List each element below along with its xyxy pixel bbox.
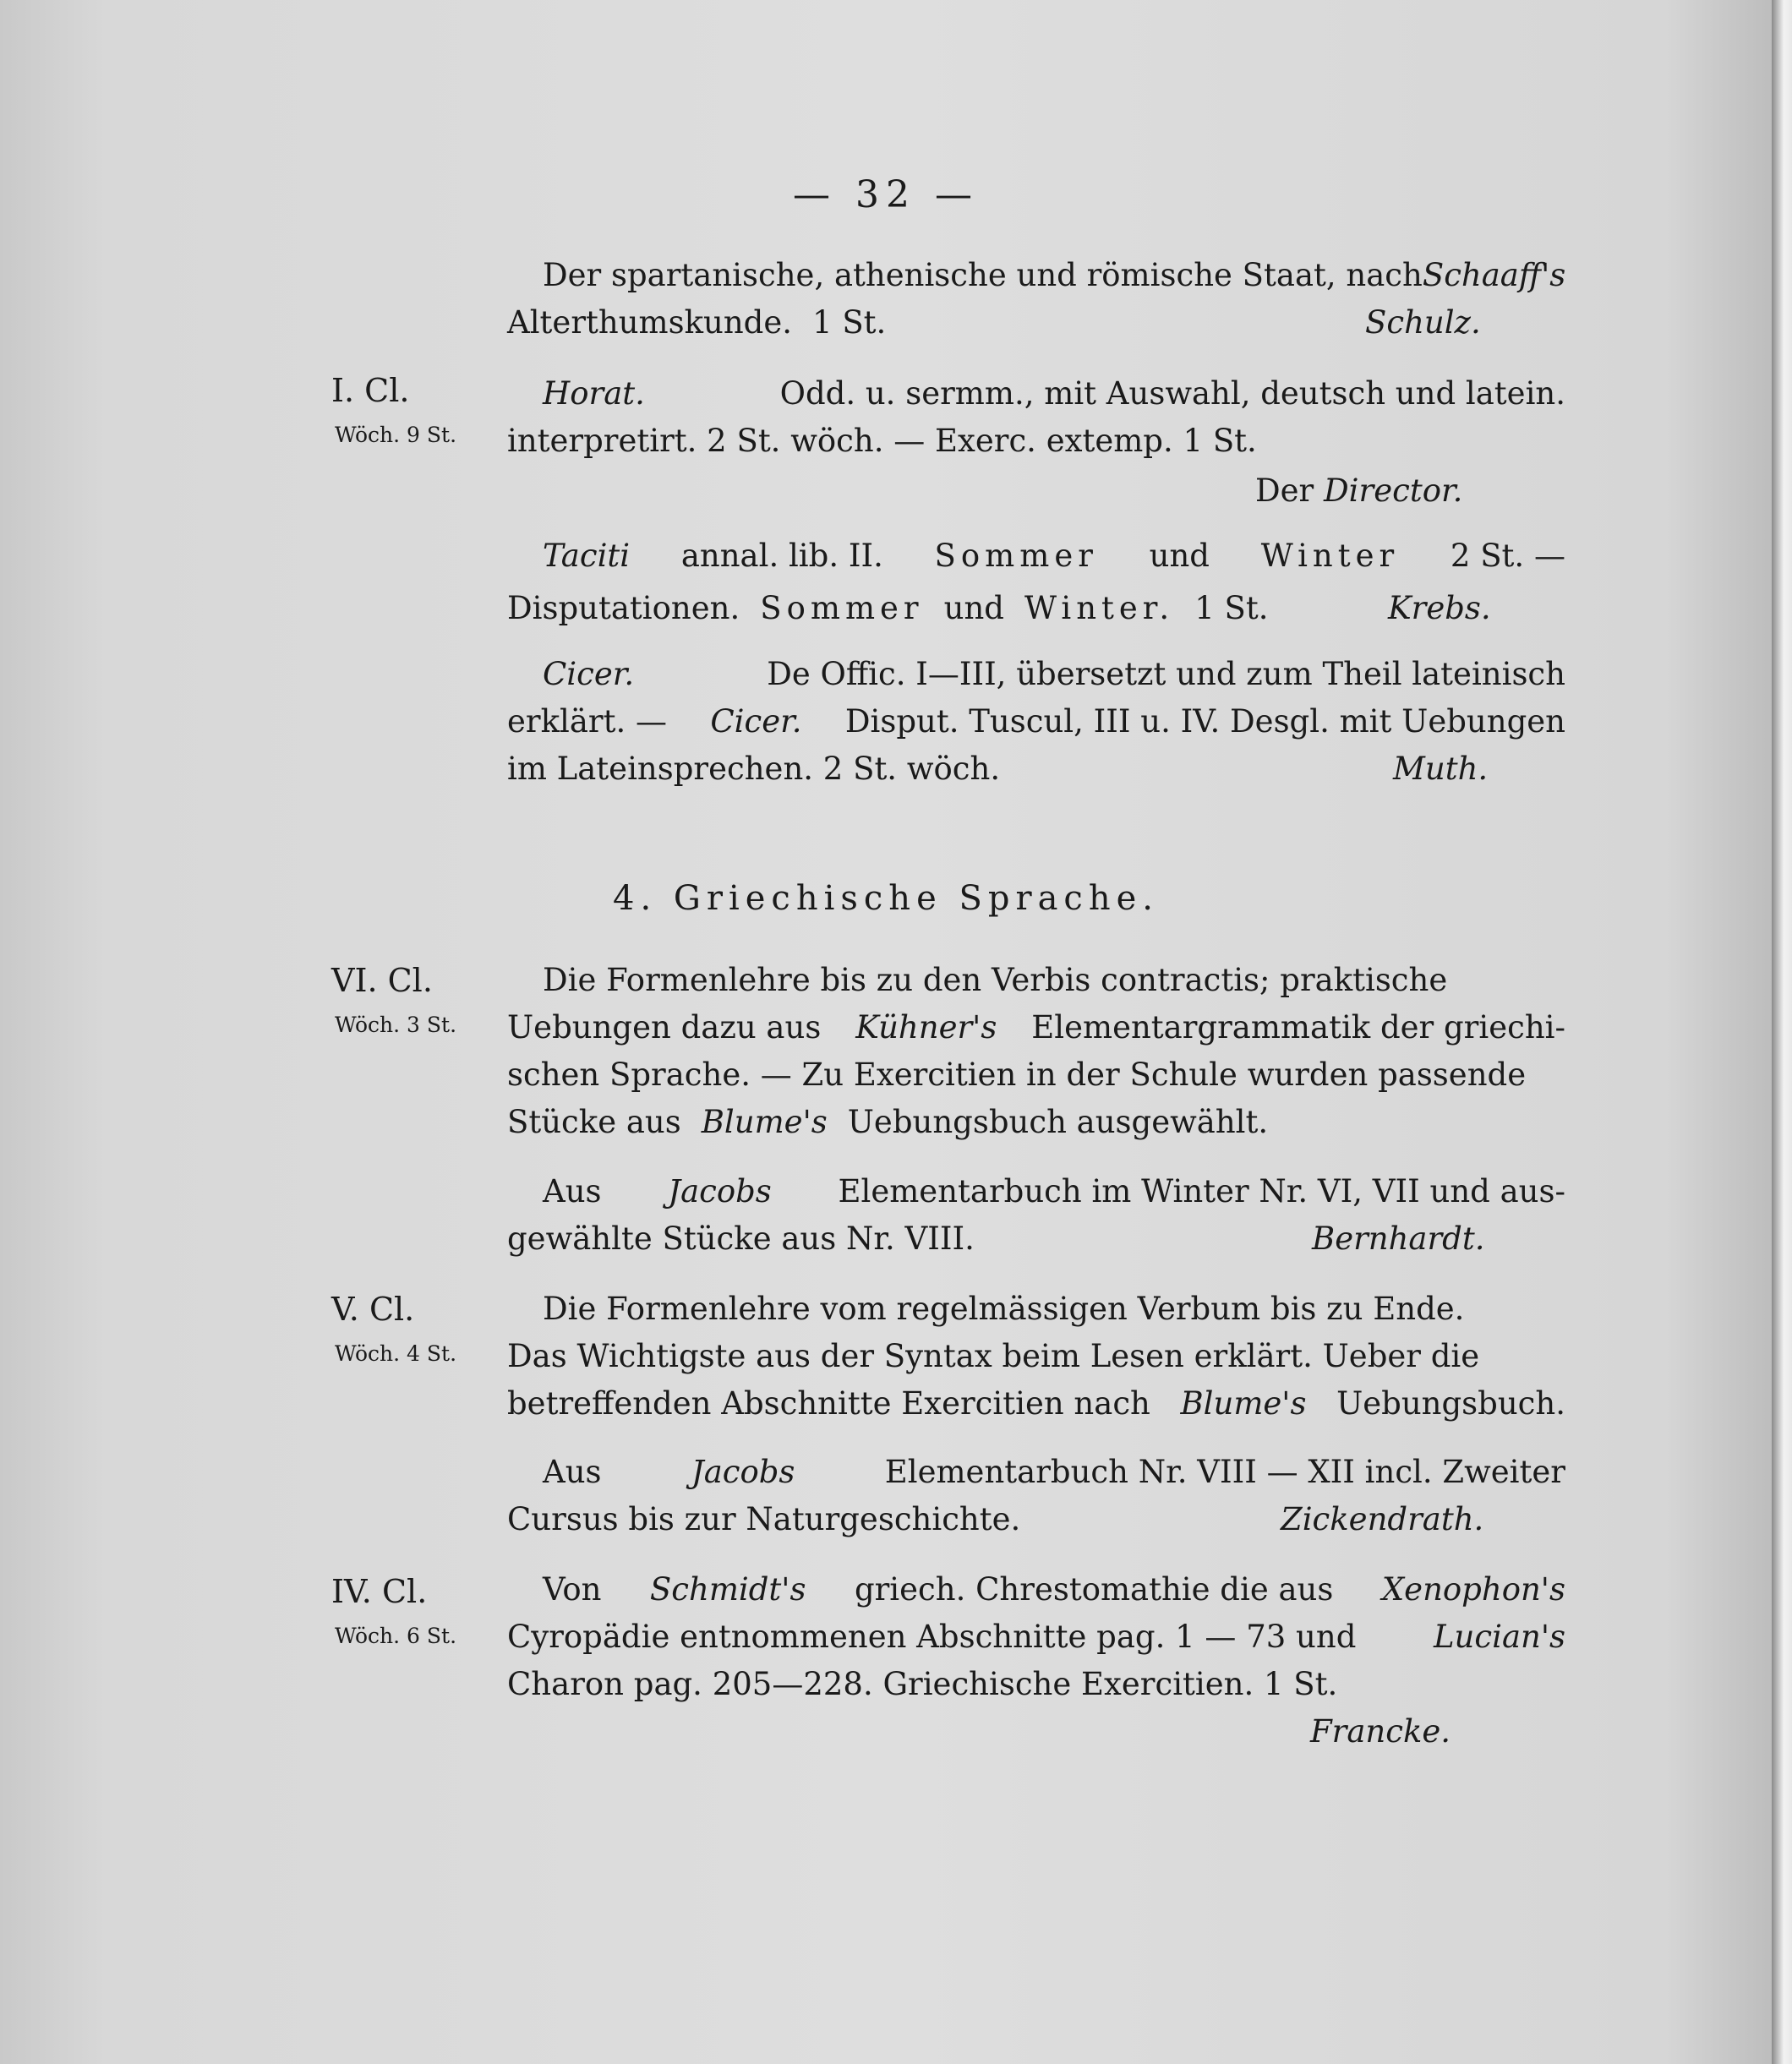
text-span: Die Formenlehre vom regelmässigen Verbum bis zu Ende.: [543, 1291, 1465, 1327]
text-span: Von: [543, 1571, 602, 1608]
section-heading: 4. Griechische Sprache.: [613, 879, 1159, 918]
text-span: 2 St. —: [1450, 538, 1565, 574]
text-span: schen Sprache. — Zu Exercitien in der Schule wurden passende: [507, 1057, 1527, 1093]
text-span: Winter.: [1024, 590, 1175, 626]
text-span: Schaaff's: [1422, 257, 1566, 293]
text-span: De Offic. I—III, übersetzt und zum Theil lateinisch: [767, 656, 1565, 692]
text-span: Stücke aus: [507, 1104, 681, 1140]
teacher-signature: Muth.: [1393, 751, 1489, 787]
text-line: [543, 370, 1565, 418]
text-span: Odd. u. sermm., mit Auswahl, deutsch und latein.: [779, 375, 1565, 412]
text-span: und: [943, 590, 1004, 626]
text-span: Charon pag. 205—228. Griechische Exercitien. 1 St.: [507, 1666, 1338, 1702]
text-line: [507, 698, 1565, 745]
text-span: Disput. Tuscul, III u. IV. Desgl. mit Uebungen: [844, 703, 1565, 740]
text-span: Sommer: [760, 590, 924, 626]
text-line: [543, 1168, 1565, 1215]
class-label: IV. Cl.: [331, 1573, 428, 1610]
text-span: Die Formenlehre bis zu den Verbis contractis; praktische: [543, 962, 1448, 998]
text-span: Director.: [1324, 472, 1463, 509]
text-span: Cursus bis zur Naturgeschichte.: [507, 1501, 1021, 1537]
class-label: I. Cl.: [331, 372, 410, 409]
text-line: [543, 1286, 1565, 1333]
text-span: gewählte Stücke aus Nr. VIII.: [507, 1220, 975, 1257]
text-line: [507, 1051, 1565, 1099]
text-span: und: [1149, 538, 1210, 574]
text-line: [543, 252, 1565, 299]
text-line: [543, 651, 1565, 698]
text-span: griech. Chrestomathie die aus: [854, 1571, 1334, 1608]
class-label: VI. Cl.: [331, 962, 433, 999]
text-line: [507, 418, 1565, 465]
text-span: Aus: [543, 1173, 602, 1209]
text-span: interpretirt. 2 St. wöch. — Exerc. extemp. 1 St.: [507, 423, 1257, 459]
text-line: [507, 1099, 1565, 1146]
text-span: Taciti: [543, 538, 631, 574]
text-line: [543, 957, 1565, 1004]
teacher-signature: [1255, 467, 1462, 515]
text-span: Aus: [543, 1454, 602, 1490]
text-span: Winter: [1260, 538, 1400, 574]
text-span: Cicer.: [710, 703, 802, 740]
text-span: Elementargrammatik der griechi-: [1031, 1009, 1565, 1046]
text-span: Das Wichtigste aus der Syntax beim Lesen erklärt. Ueber die: [507, 1338, 1480, 1374]
weekly-hours: Wöch. 6 St.: [335, 1624, 457, 1648]
weekly-hours: Wöch. 4 St.: [335, 1341, 457, 1366]
text-span: Disputationen.: [507, 590, 740, 626]
text-span: Schmidt's: [649, 1571, 806, 1608]
text-span: Uebungsbuch.: [1336, 1385, 1565, 1422]
text-line: [507, 1004, 1565, 1051]
page-number: — 32 —: [793, 173, 979, 216]
teacher-signature: Bernhardt.: [1312, 1220, 1485, 1257]
text-span: im Lateinsprechen. 2 St. wöch.: [507, 751, 1001, 787]
text-span: Xenophon's: [1381, 1571, 1565, 1608]
text-span: Jacobs: [668, 1173, 772, 1209]
text-span: Lucian's: [1433, 1619, 1565, 1655]
text-span: Uebungsbuch ausgewählt.: [847, 1104, 1269, 1140]
text-span: 1 St.: [812, 304, 887, 341]
weekly-hours: Wöch. 3 St.: [335, 1013, 457, 1037]
text-line: [543, 1449, 1565, 1496]
text-line: [507, 1614, 1565, 1661]
text-span: Alterthumskunde.: [507, 304, 793, 341]
text-span: Blume's: [701, 1104, 828, 1140]
teacher-signature: Zickendrath.: [1281, 1501, 1484, 1537]
text-span: Uebungen dazu aus: [507, 1009, 822, 1046]
text-line: [507, 1333, 1565, 1380]
text-span: Elementarbuch im Winter Nr. VI, VII und aus-: [838, 1173, 1565, 1209]
text-span: Cyropädie entnommenen Abschnitte pag. 1 — 73 und: [507, 1619, 1357, 1655]
teacher-signature: Krebs.: [1388, 590, 1491, 626]
weekly-hours: Wöch. 9 St.: [335, 423, 457, 447]
text-line: [507, 1661, 1565, 1708]
text-span: Der spartanische, athenische und römische Staat, nach: [543, 257, 1423, 293]
teacher-signature: Francke.: [1310, 1713, 1451, 1750]
text-line: [543, 532, 1565, 580]
text-span: Sommer: [934, 538, 1098, 574]
text-span: Jacobs: [691, 1454, 795, 1490]
text-span: Cicer.: [543, 656, 635, 692]
page-edge: [1772, 0, 1792, 2064]
text-span: erklärt. —: [507, 703, 667, 740]
text-span: Kühner's: [855, 1009, 997, 1046]
text-line: [507, 1380, 1565, 1428]
class-label: V. Cl.: [331, 1291, 415, 1328]
text-span: annal. lib. II.: [680, 538, 883, 574]
text-span: Der: [1255, 472, 1314, 509]
text-span: Elementarbuch Nr. VIII — XII incl. Zweiter: [884, 1454, 1565, 1490]
text-span: Blume's: [1180, 1385, 1307, 1422]
text-line: [543, 1566, 1565, 1614]
teacher-signature: Schulz.: [1365, 304, 1481, 341]
text-span: betreffenden Abschnitte Exercitien nach: [507, 1385, 1150, 1422]
text-span: Horat.: [543, 375, 645, 412]
text-span: 1 St.: [1194, 590, 1269, 626]
